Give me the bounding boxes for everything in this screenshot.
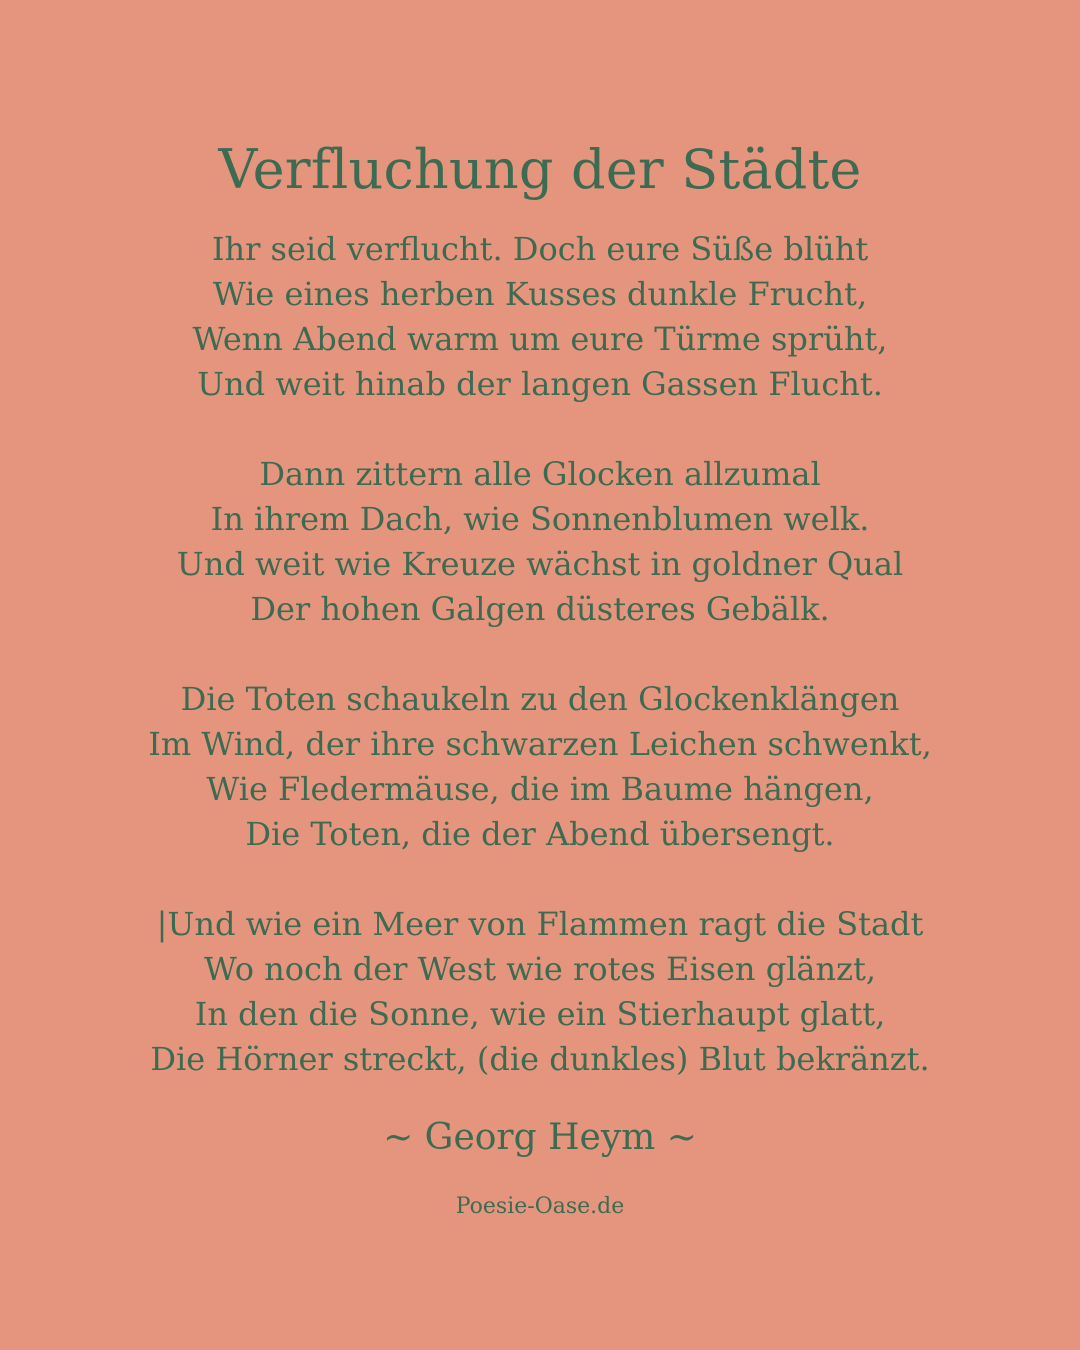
poem-line: Wie Fledermäuse, die im Baume hängen,	[206, 770, 874, 808]
poem-line: In den die Sonne, wie ein Stierhaupt glatt,	[194, 995, 886, 1033]
poem-line: Dann zittern alle Glocken allzumal	[259, 455, 821, 493]
poem-title: Verfluchung der Städte	[218, 138, 862, 201]
source-credit: Poesie-Oase.de	[455, 1194, 625, 1219]
poem-line: Wie eines herben Kusses dunkle Frucht,	[212, 275, 868, 313]
poem-line: Und weit hinab der langen Gassen Flucht.	[197, 365, 883, 403]
stanza	[0, 902, 1080, 1082]
poem-line: Wo noch der West wie rotes Eisen glänzt,	[203, 950, 876, 988]
poem-line: Die Hörner streckt, (die dunkles) Blut bekränzt.	[150, 1040, 930, 1078]
poem-line: Ihr seid verflucht. Doch eure Süße blüht	[211, 230, 869, 268]
stanza	[0, 452, 1080, 632]
stanza	[0, 227, 1080, 407]
poem-line: |Und wie ein Meer von Flammen ragt die Stadt	[156, 905, 924, 943]
poem-line: Und weit wie Kreuze wächst in goldner Qual	[176, 545, 904, 583]
poem-line: In ihrem Dach, wie Sonnenblumen welk.	[210, 500, 870, 538]
poem-line: Die Toten schaukeln zu den Glockenklängen	[180, 680, 900, 718]
poem-line: Im Wind, der ihre schwarzen Leichen schwenkt,	[148, 725, 932, 763]
stanza	[0, 677, 1080, 857]
poem-line: Der hohen Galgen düsteres Gebälk.	[250, 590, 830, 628]
poem-line: Wenn Abend warm um eure Türme sprüht,	[192, 320, 888, 358]
poem-author: ~ Georg Heym ~	[383, 1117, 697, 1158]
poem-line: Die Toten, die der Abend übersengt.	[245, 815, 835, 853]
